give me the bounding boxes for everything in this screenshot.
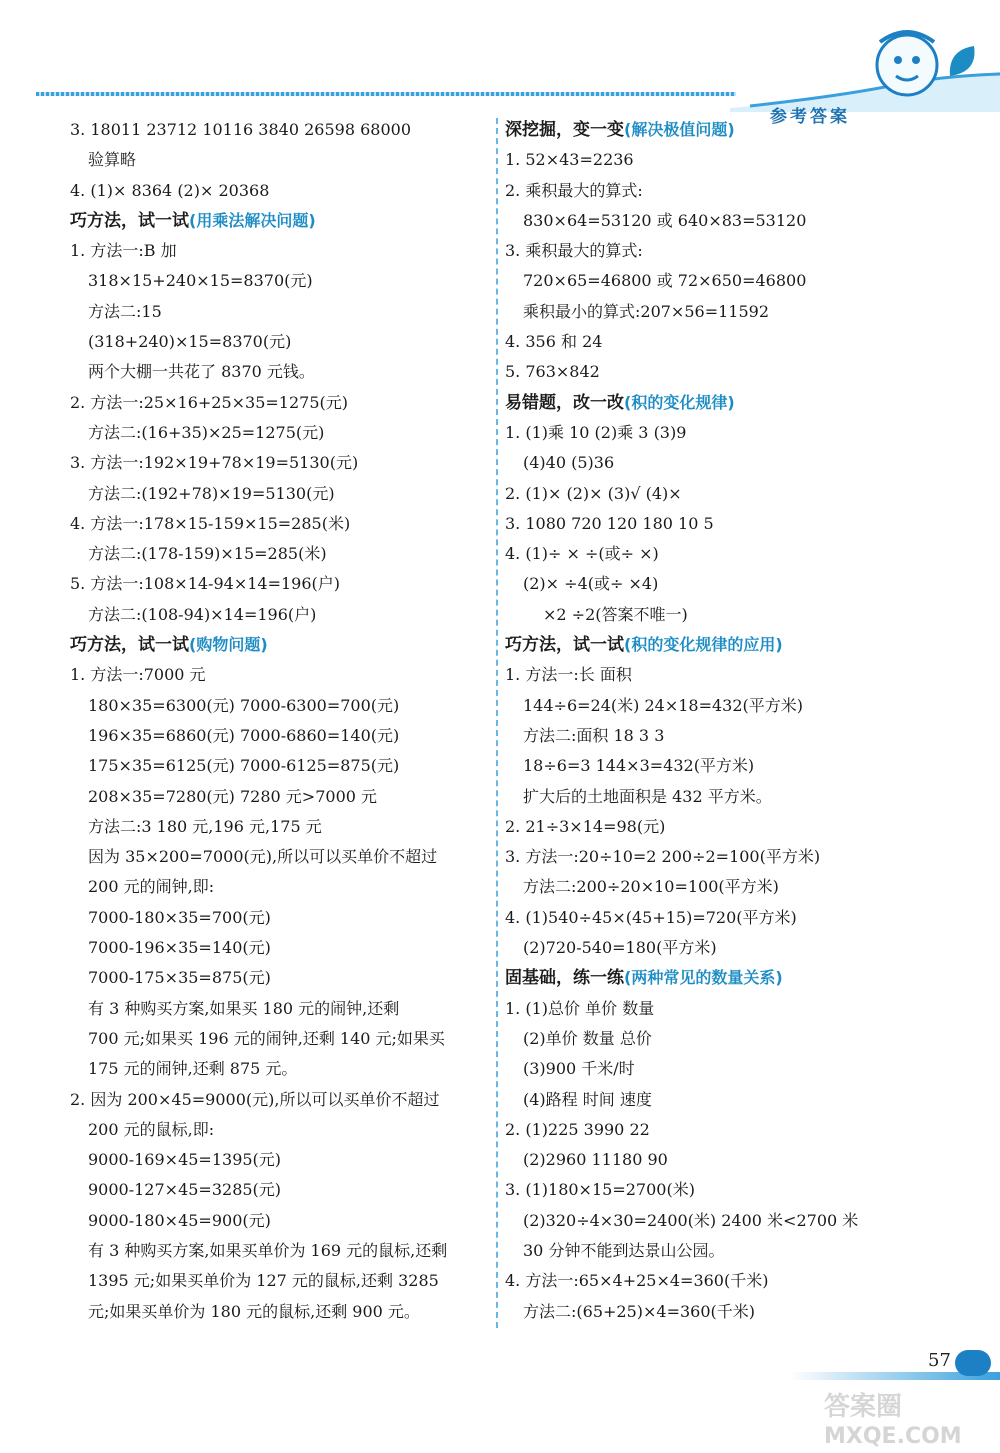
answer-line: 3. 方法一:192×19+78×19=5130(元) — [70, 453, 359, 473]
answer-line: 4. 356 和 24 — [505, 332, 603, 352]
section-heading-topic: (用乘法解决问题) — [189, 210, 316, 230]
column-divider — [496, 118, 498, 1328]
answer-line: 208×35=7280(元) 7280 元>7000 元 — [88, 786, 378, 806]
answer-line: 7000-175×35=875(元) — [88, 968, 271, 988]
header-title: 参考答案 — [770, 107, 850, 127]
section-heading-title: 巧方法，试一试 — [70, 210, 189, 231]
answer-line: 方法二:(192+78)×19=5130(元) — [88, 483, 335, 503]
page-header — [0, 0, 1000, 127]
answer-line: 验算略 — [88, 150, 137, 170]
answer-line: 方法二:3 180 元,196 元,175 元 — [88, 816, 322, 836]
answer-line: 1. 方法一:长 面积 — [505, 665, 632, 685]
answer-line: 4. (1)× 8364 (2)× 20368 — [70, 180, 270, 200]
answer-line: 200 元的鼠标,即: — [88, 1119, 215, 1139]
answer-line: (4)40 (5)36 — [523, 453, 615, 473]
answer-line: 200 元的闹钟,即: — [88, 877, 215, 897]
section-heading-topic: (积的变化规律) — [624, 392, 735, 412]
section-heading — [505, 388, 895, 418]
answer-line: 1. (1)乘 10 (2)乘 3 (3)9 — [505, 422, 687, 442]
answer-line: 2. 乘积最大的算式: — [505, 180, 643, 200]
answer-line: 乘积最小的算式:207×56=11592 — [523, 301, 770, 321]
answer-line: 4. 方法一:65×4+25×4=360(千米) — [505, 1271, 769, 1291]
answer-line: 7000-196×35=140(元) — [88, 938, 271, 958]
answer-line: 2. (1)× (2)× (3)√ (4)× — [505, 483, 682, 503]
section-heading-topic: (两种常见的数量关系) — [624, 968, 783, 988]
answer-line: 196×35=6860(元) 7000-6860=140(元) — [88, 725, 400, 745]
answer-line: 2. 21÷3×14=98(元) — [505, 816, 666, 836]
answer-line: 180×35=6300(元) 7000-6300=700(元) — [88, 695, 400, 715]
answer-line: 9000-127×45=3285(元) — [88, 1180, 282, 1200]
section-heading-title: 深挖掘，变一变 — [505, 120, 624, 140]
answer-line: (2)720-540=180(平方米) — [523, 938, 717, 958]
answer-line: 1395 元;如果买单价为 127 元的鼠标,还剩 3285 — [88, 1271, 439, 1291]
answer-line: ×2 ÷2(答案不唯一) — [543, 604, 688, 624]
answer-line: 318×15+240×15=8370(元) — [88, 271, 313, 291]
answer-line: 1. 方法一:B 加 — [70, 241, 177, 261]
answer-line: 方法二:(65+25)×4=360(千米) — [523, 1301, 756, 1321]
section-heading-title: 巧方法，试一试 — [70, 635, 189, 656]
answer-line: 2. (1)225 3990 22 — [505, 1119, 650, 1139]
section-heading — [70, 630, 490, 660]
section-heading-topic: (购物问题) — [189, 635, 268, 655]
svg-text:MXQE.COM: MXQE.COM — [824, 1424, 962, 1447]
answer-line: 5. 763×842 — [505, 362, 600, 382]
answer-line: 2. 因为 200×45=9000(元),所以可以买单价不超过 — [70, 1089, 440, 1109]
answer-line: 方法二:(108-94)×14=196(户) — [88, 604, 317, 624]
section-heading-topic: (积的变化规律的应用) — [624, 635, 783, 655]
answer-line: 9000-169×45=1395(元) — [88, 1150, 282, 1170]
answer-line: (2)2960 11180 90 — [523, 1150, 668, 1170]
answer-line: 3. 方法一:20÷10=2 200÷2=100(平方米) — [505, 847, 821, 867]
answer-line: 3. 1080 720 120 180 10 5 — [505, 513, 714, 533]
svg-text:答案圈: 答案圈 — [824, 1392, 903, 1422]
section-heading-title: 巧方法，试一试 — [505, 635, 624, 656]
answer-line: 方法二:15 — [88, 301, 162, 321]
section-heading — [505, 963, 895, 993]
answer-line: 元;如果买单价为 180 元的鼠标,还剩 900 元。 — [88, 1301, 420, 1321]
answer-line: 方法二:面积 18 3 3 — [523, 725, 665, 745]
answer-line: 144÷6=24(米) 24×18=432(平方米) — [523, 695, 804, 715]
section-heading-title: 易错题，改一改 — [505, 392, 624, 413]
answer-line: (2)单价 数量 总价 — [523, 1028, 652, 1048]
page-number-badge — [955, 1350, 991, 1376]
page-number: 57 — [928, 1350, 951, 1371]
answer-line: 扩大后的土地面积是 432 平方米。 — [523, 786, 772, 806]
answer-line: (2)320÷4×30=2400(米) 2400 米<2700 米 — [523, 1210, 859, 1230]
section-heading — [70, 206, 490, 236]
answer-line: 4. (1)÷ × ÷(或÷ ×) — [505, 544, 659, 564]
left-column — [70, 115, 490, 1327]
answer-line: 830×64=53120 或 640×83=53120 — [523, 210, 807, 230]
section-heading-topic: (解决极值问题) — [624, 120, 735, 139]
answer-line: 有 3 种购买方案,如果买 180 元的闹钟,还剩 — [88, 998, 400, 1018]
answer-line: 1. (1)总价 单价 数量 — [505, 998, 655, 1018]
answer-line: 两个大棚一共花了 8370 元钱。 — [88, 362, 315, 382]
section-heading-title: 固基础，练一练 — [505, 968, 624, 989]
answer-line: 7000-180×35=700(元) — [88, 907, 271, 927]
answer-line: 4. 方法一:178×15-159×15=285(米) — [70, 513, 351, 533]
answer-line: 5. 方法一:108×14-94×14=196(户) — [70, 574, 341, 594]
answer-line: 1. 52×43=2236 — [505, 150, 634, 170]
answer-line: 3. (1)180×15=2700(米) — [505, 1180, 695, 1200]
answer-line: 3. 18011 23712 10116 3840 26598 68000 — [70, 120, 411, 139]
answer-line: 方法二:(178-159)×15=285(米) — [88, 544, 327, 564]
header-rule — [36, 92, 736, 96]
section-heading — [505, 115, 895, 145]
answer-line: 4. (1)540÷45×(45+15)=720(平方米) — [505, 907, 797, 927]
answer-line: (4)路程 时间 速度 — [523, 1089, 652, 1109]
section-heading — [505, 630, 895, 660]
right-column — [505, 115, 895, 1327]
leaf-icon — [944, 42, 984, 82]
answer-line: 有 3 种购买方案,如果买单价为 169 元的鼠标,还剩 — [88, 1240, 448, 1260]
answer-line: 175 元的闹钟,还剩 875 元。 — [88, 1059, 298, 1079]
answer-line: 方法二:200÷20×10=100(平方米) — [523, 877, 779, 897]
answer-line: 700 元;如果买 196 元的闹钟,还剩 140 元;如果买 — [88, 1028, 445, 1048]
answer-line: (3)900 千米/时 — [523, 1059, 635, 1079]
mascot-icon — [862, 20, 952, 110]
answer-line: 18÷6=3 144×3=432(平方米) — [523, 756, 755, 776]
answer-line: 1. 方法一:7000 元 — [70, 665, 206, 685]
answer-line: 2. 方法一:25×16+25×35=1275(元) — [70, 392, 349, 412]
answer-line: 720×65=46800 或 72×650=46800 — [523, 271, 807, 291]
answer-line: (318+240)×15=8370(元) — [88, 332, 292, 352]
answer-line: 175×35=6125(元) 7000-6125=875(元) — [88, 756, 400, 776]
answer-line: 30 分钟不能到达景山公园。 — [523, 1240, 725, 1260]
answer-line: 9000-180×45=900(元) — [88, 1210, 271, 1230]
answer-line: 3. 乘积最大的算式: — [505, 241, 643, 261]
answer-line: 因为 35×200=7000(元),所以可以买单价不超过 — [88, 847, 438, 867]
watermark-logo — [820, 1385, 995, 1447]
answer-line: 方法二:(16+35)×25=1275(元) — [88, 422, 325, 442]
answer-line: (2)× ÷4(或÷ ×4) — [523, 574, 659, 594]
